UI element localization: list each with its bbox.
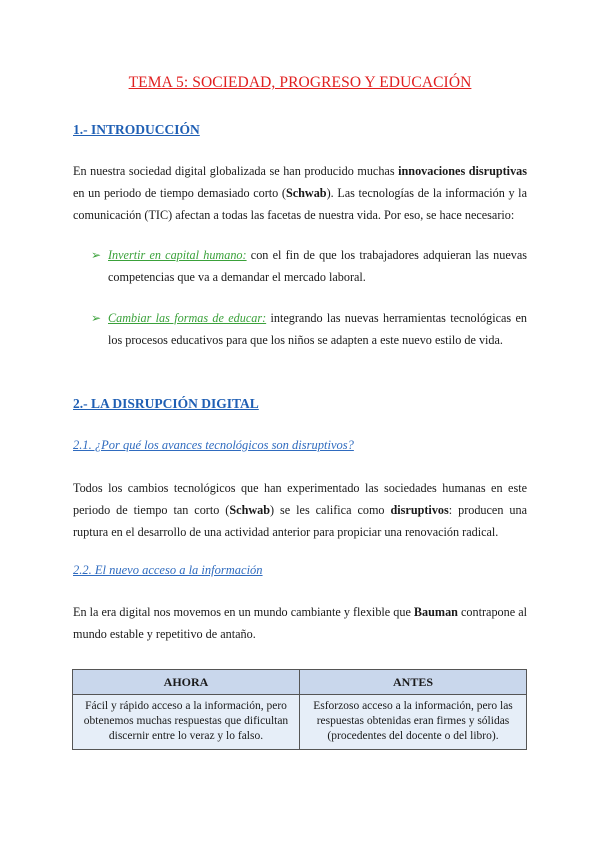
section-heading-introduccion: 1.- INTRODUCCIÓN <box>73 122 200 137</box>
subsection-heading-2-1: 2.1. ¿Por qué los avances tecnológicos son disruptivos? <box>73 438 354 452</box>
table-row <box>73 695 527 750</box>
table-header-ahora: AHORA <box>73 670 300 695</box>
text-run: ) se les califica como <box>270 503 391 517</box>
disruption-paragraph <box>73 477 527 543</box>
bullet-keyword: Invertir en capital humano: <box>108 248 247 262</box>
text-run: ). Las tecnologías de la información y la comunicación (TIC) afectan a todas las facetas de nuestra vida. Por eso, se hace necesario: <box>73 186 527 222</box>
table-cell-ahora: Fácil y rápido acceso a la información, pero obtenemos muchas respuestas que dificultan discernir entre lo veraz y lo falso. <box>73 695 300 750</box>
text-run: con el fin de que los trabajadores adquieran las nuevas competencias que va a demandar el mercado laboral. <box>108 248 527 284</box>
section-heading-disrupcion: 2.- LA DISRUPCIÓN DIGITAL <box>73 396 259 411</box>
bold-term: disruptivos <box>390 503 449 517</box>
text-run: en un periodo de tiempo demasiado corto ( <box>73 186 286 200</box>
bullet-item <box>91 244 527 288</box>
bold-author: Schwab <box>285 186 327 200</box>
arrow-bullet-icon: ➢ <box>91 248 102 262</box>
bold-author: Bauman <box>413 605 458 619</box>
text-run: Todos los cambios tecnológicos que han experimentado las sociedades humanas en este periodo de tiempo tan corto ( <box>73 481 527 517</box>
bold-author: Schwab <box>229 503 271 517</box>
text-run: contrapone al mundo estable y repetitivo de antaño. <box>73 605 527 641</box>
text-run: integrando las nuevas herramientas tecnológicas en los procesos educativos para que los niños se adapten a este nuevo estilo de vida. <box>108 311 527 347</box>
access-paragraph <box>73 601 527 645</box>
comparison-table <box>72 669 527 750</box>
table-cell-antes: Esforzoso acceso a la información, pero las respuestas obtenidas eran firmes y sólidas (procedentes del docente o del libro). <box>300 695 527 750</box>
bullet-text <box>108 307 527 351</box>
bullet-keyword: Cambiar las formas de educar: <box>108 311 267 325</box>
bold-term: innovaciones disruptivas <box>398 164 527 178</box>
text-run: En la era digital nos movemos en un mundo cambiante y flexible que <box>73 605 414 619</box>
table-header-antes: ANTES <box>300 670 527 695</box>
bullet-text <box>108 244 527 288</box>
intro-paragraph <box>73 160 527 226</box>
text-run: : producen una ruptura en el desarrollo de una actividad anterior para propiciar una renovación radical. <box>73 503 527 539</box>
table-header-row <box>73 670 527 695</box>
arrow-bullet-icon: ➢ <box>91 311 102 325</box>
bullet-item <box>91 307 527 351</box>
text-run: En nuestra sociedad digital globalizada se han producido muchas <box>73 164 399 178</box>
subsection-heading-2-2: 2.2. El nuevo acceso a la información <box>73 563 263 577</box>
page-title: TEMA 5: SOCIEDAD, PROGRESO Y EDUCACIÓN <box>128 74 472 91</box>
